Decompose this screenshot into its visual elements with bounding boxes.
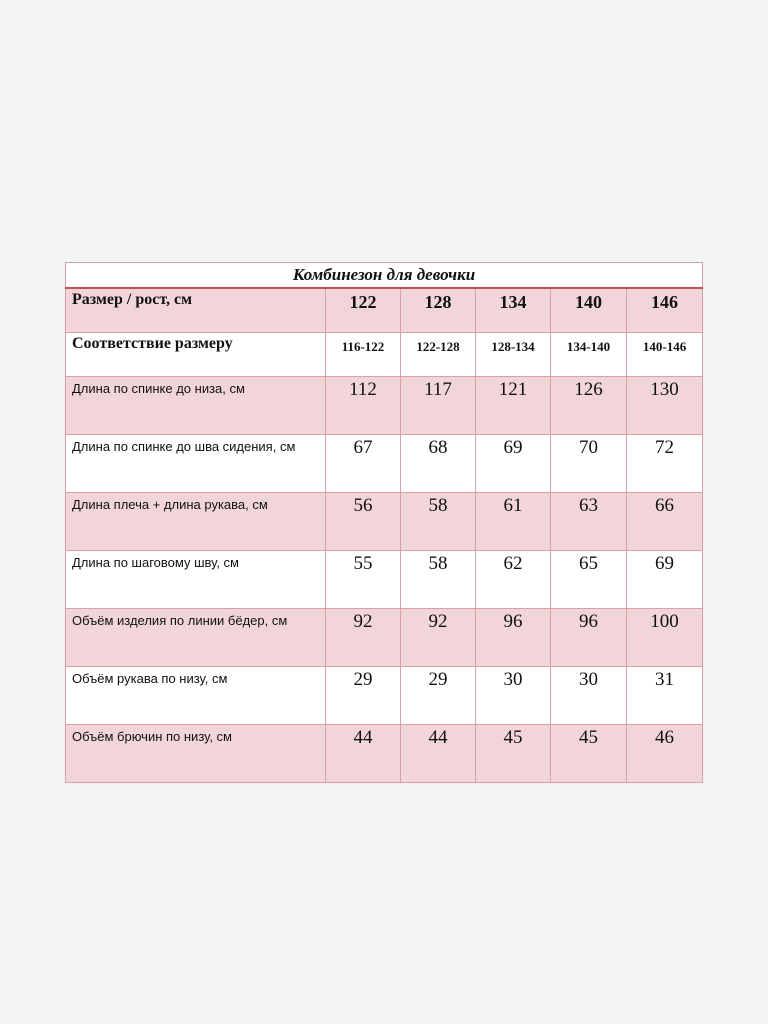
table-row [66,725,703,783]
table-cell: 55 [326,551,401,609]
table-cell: 29 [401,667,476,725]
size-134: 134 [476,288,551,333]
table-cell: 117 [401,377,476,435]
row-label: Длина по шаговому шву, см [66,551,326,609]
table-cell: 68 [401,435,476,493]
table-cell: 44 [401,725,476,783]
table-cell: 61 [476,493,551,551]
table-cell: 96 [551,609,627,667]
row-label: Объём брючин по низу, см [66,725,326,783]
table-row [66,667,703,725]
table-cell: 44 [326,725,401,783]
row-label: Объём изделия по линии бёдер, см [66,609,326,667]
table-row [66,609,703,667]
size-140: 140 [551,288,627,333]
row-label: Длина по спинке до шва сидения, см [66,435,326,493]
table-cell: 126 [551,377,627,435]
table-cell: 65 [551,551,627,609]
size-128: 128 [401,288,476,333]
table-cell: 70 [551,435,627,493]
table-cell: 62 [476,551,551,609]
table-cell: 69 [627,551,703,609]
row-label: Объём рукава по низу, см [66,667,326,725]
table-title: Комбинезон для девочки [66,263,703,289]
table-cell: 67 [326,435,401,493]
table-cell: 63 [551,493,627,551]
table-cell: 45 [551,725,627,783]
table-cell: 69 [476,435,551,493]
size-table [65,262,703,783]
table-cell: 58 [401,493,476,551]
match-value: 122-128 [401,333,476,377]
row-label: Длина по спинке до низа, см [66,377,326,435]
table-row [66,377,703,435]
table-cell: 121 [476,377,551,435]
match-value: 134-140 [551,333,627,377]
header-label: Размер / рост, см [66,288,326,333]
table-cell: 30 [551,667,627,725]
table-cell: 112 [326,377,401,435]
match-value: 128-134 [476,333,551,377]
table-cell: 31 [627,667,703,725]
table-cell: 46 [627,725,703,783]
table-cell: 72 [627,435,703,493]
size-146: 146 [627,288,703,333]
size-chart [65,262,702,783]
match-value: 140-146 [627,333,703,377]
table-row [66,435,703,493]
table-cell: 29 [326,667,401,725]
table-row [66,493,703,551]
match-label: Соответствие размеру [66,333,326,377]
header-row [66,288,703,333]
table-cell: 58 [401,551,476,609]
table-cell: 92 [401,609,476,667]
table-cell: 45 [476,725,551,783]
table-cell: 66 [627,493,703,551]
match-value: 116-122 [326,333,401,377]
match-row [66,333,703,377]
table-cell: 130 [627,377,703,435]
table-cell: 92 [326,609,401,667]
table-cell: 96 [476,609,551,667]
table-cell: 56 [326,493,401,551]
table-cell: 100 [627,609,703,667]
row-label: Длина плеча + длина рукава, см [66,493,326,551]
table-cell: 30 [476,667,551,725]
size-122: 122 [326,288,401,333]
table-row [66,551,703,609]
